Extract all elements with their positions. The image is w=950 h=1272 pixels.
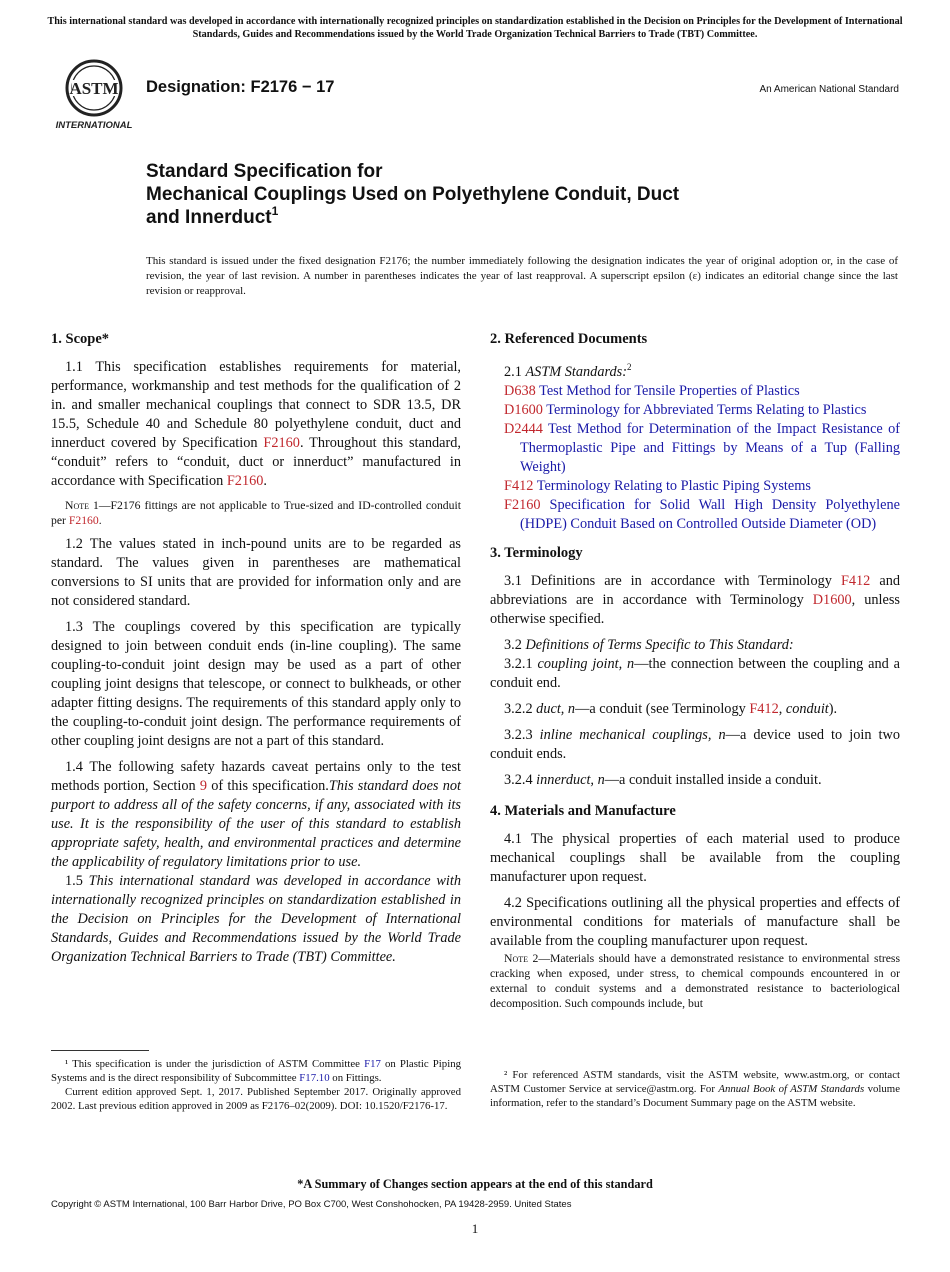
para-1-1 bbox=[51, 358, 461, 491]
logo-mark: ASTM bbox=[69, 79, 119, 98]
footnote-2-mark: 2 bbox=[627, 362, 632, 372]
footnote-1-text-2: on Plastic Piping Systems and is the direct responsibility of Subcommittee bbox=[51, 1058, 461, 1084]
term-2-end: ). bbox=[828, 700, 838, 717]
footnote-1-end: on Fittings. bbox=[329, 1072, 382, 1084]
term-3-num: 3.2.3 bbox=[504, 726, 540, 743]
footnote-rule bbox=[51, 1050, 149, 1051]
right-column bbox=[490, 330, 900, 1018]
link-f412-2[interactable]: F412 bbox=[749, 700, 779, 717]
issuance-statement: This standard is issued under the fixed designation F2176; the number immediately following the designation indicates the year of original adoption or, in the case of revision, the year of last revision. A number in parentheses indicates the year of last reapproval. A superscript epsilon (ε) indicates an editorial change since the last revision or reapproval. bbox=[146, 255, 898, 297]
astm-logo-icon bbox=[52, 58, 136, 132]
para-3-2 bbox=[490, 636, 900, 655]
note-1 bbox=[51, 498, 461, 528]
para-2-1-num: 2.1 bbox=[504, 363, 526, 380]
term-2-def-2: , bbox=[778, 700, 786, 717]
note-1-label: Note bbox=[65, 499, 89, 512]
ref-code-f412[interactable]: F412 bbox=[504, 477, 534, 494]
term-1-def: —the connection between the coupling and a conduit end. bbox=[490, 655, 900, 691]
footnote-2-para bbox=[490, 1068, 900, 1110]
para-3-1-text: 3.1 Definitions are in accordance with Terminology bbox=[504, 572, 841, 589]
term-4-def: —a conduit installed inside a conduit. bbox=[604, 771, 822, 788]
summary-of-changes-note: *A Summary of Changes section appears at the end of this standard bbox=[297, 1177, 653, 1191]
ref-item bbox=[490, 401, 900, 420]
term-2-name: duct, n bbox=[536, 700, 576, 717]
para-3-2-text: Definitions of Terms Specific to This Standard: bbox=[525, 636, 794, 653]
para-1-5-num: 1.5 bbox=[65, 873, 89, 889]
term-3-name: inline mechanical couplings, n bbox=[539, 726, 726, 743]
term-coupling-joint bbox=[490, 655, 900, 693]
document-title bbox=[146, 160, 866, 229]
note-2-text: 2—Materials should have a demonstrated resistance to environmental stress cracking when exposed, under stress, to chemical compounds encountered in or external to conduit systems and a demonstrated resistance to bacteriological decomposition. Such compounds include, but bbox=[490, 951, 900, 1010]
ref-title-d1600[interactable]: Terminology for Abbreviated Terms Relating to Plastics bbox=[542, 401, 867, 418]
ref-item bbox=[490, 382, 900, 401]
title-line-1: Standard Specification for bbox=[146, 161, 383, 182]
footnote-2 bbox=[490, 1068, 900, 1110]
footnote-2-text: ² For referenced ASTM standards, visit the ASTM website, www.astm.org, or contact ASTM Customer Service at service@astm.org. For bbox=[490, 1069, 900, 1095]
designation: Designation: F2176 − 17 bbox=[146, 78, 335, 96]
note-1-end: . bbox=[98, 514, 102, 527]
ref-title-f2160[interactable]: Specification for Solid Wall High Density Polyethylene (HDPE) Conduit Based on Controlled Outside Diameter (OD) bbox=[520, 496, 900, 532]
section-scope-heading: 1. Scope* bbox=[51, 331, 109, 347]
para-1-4-text: 1.4 The following safety hazards caveat pertains only to the test methods portion, Section bbox=[51, 759, 461, 794]
term-innerduct bbox=[490, 771, 900, 790]
para-3-1-end: , unless otherwise specified. bbox=[490, 591, 900, 627]
term-inline-couplings bbox=[490, 726, 900, 764]
para-1-1-end: . bbox=[263, 473, 267, 489]
referenced-documents-list bbox=[490, 382, 900, 534]
ref-title-f412[interactable]: Terminology Relating to Plastic Piping Systems bbox=[533, 477, 811, 494]
footnote-1 bbox=[51, 1050, 461, 1113]
american-national-standard: An American National Standard bbox=[759, 84, 899, 95]
link-f17[interactable]: F17 bbox=[364, 1058, 381, 1070]
para-1-5-text: This international standard was developed in accordance with internationally recognized principles on standardization established in the Decision on Principles for the Development of International Standards, Guides and Recommendations issued by the World Trade Organization Technical Barriers to Trade (TBT) Committee. bbox=[51, 873, 461, 965]
para-3-2-num: 3.2 bbox=[504, 636, 526, 653]
safety-caveat: This standard does not purport to address all of the safety concerns, if any, associated with its use. It is the responsibility of the user of this standard to establish appropriate safety, health, and environmental practices and determine the applicability of regulatory limitations prior to use. bbox=[51, 778, 461, 870]
para-4-1: 4.1 The physical properties of each material used to produce mechanical couplings shall be available from the coupling manufacturer upon request. bbox=[490, 830, 900, 885]
para-1-1-text-2: . Throughout this standard, “conduit” refers to “conduit, duct or innerduct” manufactured in accordance with Specification bbox=[51, 435, 461, 489]
section-terminology-heading: 3. Terminology bbox=[490, 544, 583, 561]
link-f2160-2[interactable]: F2160 bbox=[226, 473, 264, 489]
ref-code-d1600[interactable]: D1600 bbox=[504, 401, 543, 418]
astm-logo bbox=[52, 58, 136, 132]
para-2-1 bbox=[490, 358, 900, 382]
para-1-2: 1.2 The values stated in inch-pound units are to be regarded as standard. The values given in parentheses are mathematical conversions to SI units that are provided for information only and are not considered standard. bbox=[51, 536, 461, 609]
page-number: 1 bbox=[471, 1221, 479, 1236]
title-line-3: and Innerduct bbox=[146, 207, 272, 228]
para-1-4 bbox=[51, 758, 461, 872]
term-2-conduit: conduit bbox=[785, 700, 829, 717]
note-2 bbox=[490, 951, 900, 1011]
term-4-name: innerduct, n bbox=[536, 771, 605, 788]
link-f17-10[interactable]: F17.10 bbox=[299, 1072, 330, 1084]
para-3-1 bbox=[490, 572, 900, 629]
para-1-4-text-2: of this specification. bbox=[207, 778, 329, 794]
ref-code-f2160[interactable]: F2160 bbox=[504, 496, 541, 513]
link-section-9[interactable]: 9 bbox=[199, 778, 208, 794]
term-2-def: —a conduit (see Terminology bbox=[575, 700, 750, 717]
para-1-5 bbox=[51, 872, 461, 967]
footnote-2-text-2: volume information, refer to the standard’s Document Summary page on the ASTM website. bbox=[490, 1083, 900, 1109]
footnote-2-italic: Annual Book of ASTM Standards bbox=[718, 1083, 865, 1095]
term-3-def: —a device used to join two conduit ends. bbox=[490, 726, 900, 762]
note-1-text: 1—F2176 fittings are not applicable to True-sized and ID-controlled conduit per bbox=[51, 499, 461, 527]
left-column bbox=[51, 330, 461, 974]
para-1-1-text: 1.1 This specification establishes requirements for material, performance, workmanship and test methods for the qualification of 2 in. and smaller mechanical couplings that connect to SDR 13.5, DR 15.5, Schedule 40 and Schedule 80 polyethylene conduit, duct and innerduct covered by Specification bbox=[51, 359, 461, 451]
term-1-num: 3.2.1 bbox=[504, 655, 538, 672]
copyright: Copyright © ASTM International, 100 Barr Harbor Drive, PO Box C700, West Conshohocken, PA 19428-2959. United States bbox=[51, 1199, 572, 1210]
term-duct bbox=[490, 700, 900, 719]
para-4-2: 4.2 Specifications outlining all the physical properties and effects of environmental conditions for materials of manufacture shall be available from the coupling manufacturer upon request. bbox=[490, 894, 900, 949]
tbt-notice: This international standard was developed in accordance with internationally recognized principles on standardization established in the Decision on Principles for the Development of International Standards, Guides and Recommendations issued by the World Trade Organization Technical Barriers to Trade (TBT) Committee. bbox=[47, 16, 903, 40]
title-line-2: Mechanical Couplings Used on Polyethylene Conduit, Duct bbox=[146, 184, 680, 205]
ref-code-d638[interactable]: D638 bbox=[504, 382, 536, 399]
footnote-1-text: ¹ This specification is under the jurisdiction of ASTM Committee bbox=[65, 1058, 365, 1070]
astm-standards-label: ASTM Standards: bbox=[525, 363, 627, 380]
term-1-name: coupling joint, n bbox=[537, 655, 635, 672]
footnote-1-para-1 bbox=[51, 1057, 461, 1085]
footnote-1-para-2: Current edition approved Sept. 1, 2017. Published September 2017. Originally approved 2002. Last previous edition approved in 2009 as F2176–02(2009). DOI: 10.1520/F2176-17. bbox=[51, 1086, 461, 1112]
link-d1600[interactable]: D1600 bbox=[812, 591, 852, 608]
note-2-label: Note bbox=[504, 951, 528, 965]
ref-item bbox=[490, 420, 900, 477]
link-f2160[interactable]: F2160 bbox=[263, 435, 300, 451]
section-materials-heading: 4. Materials and Manufacture bbox=[490, 802, 676, 819]
title-footnote-mark: 1 bbox=[271, 204, 279, 218]
term-4-num: 3.2.4 bbox=[504, 771, 537, 788]
para-1-3: 1.3 The couplings covered by this specification are typically designed to join between conduit ends (in-line coupling). The same coupling-to-conduit joint design may be used as a part of other coupling joint designs that telescope, or connect to bulkheads, or other adapter fitting designs. The requirements of this standard apply only to the coupling-to-conduit joint design. The performance requirements of other coupling joint designs are not a part of this standard. bbox=[51, 619, 461, 749]
para-3-1-text-2: and abbreviations are in accordance with Terminology bbox=[490, 572, 900, 608]
ref-item bbox=[490, 496, 900, 534]
logo-text: INTERNATIONAL bbox=[55, 120, 133, 131]
term-2-num: 3.2.2 bbox=[504, 700, 537, 717]
note-1-link-f2160[interactable]: F2160 bbox=[68, 514, 99, 527]
ref-title-d638[interactable]: Test Method for Tensile Properties of Plastics bbox=[535, 382, 800, 399]
link-f412[interactable]: F412 bbox=[840, 572, 871, 589]
ref-code-d2444[interactable]: D2444 bbox=[504, 420, 543, 437]
ref-item bbox=[490, 477, 900, 496]
section-refs-heading: 2. Referenced Documents bbox=[490, 331, 648, 347]
ref-title-d2444[interactable]: Test Method for Determination of the Impact Resistance of Thermoplastic Pipe and Fittings by Means of a Tup (Falling Weight) bbox=[520, 420, 900, 475]
